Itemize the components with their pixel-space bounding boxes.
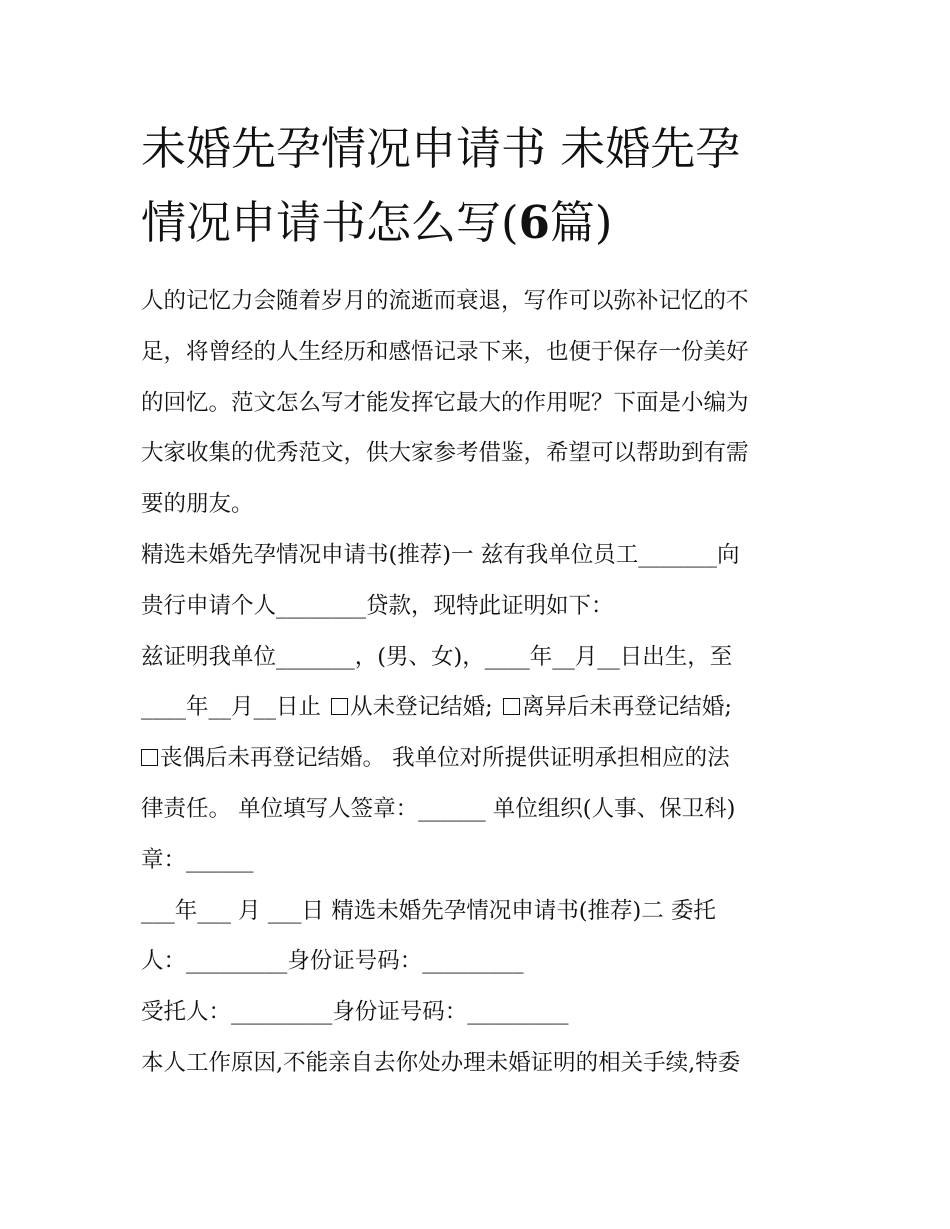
checkbox-widowed[interactable] [141,749,158,766]
checkbox-line-1 [141,682,813,733]
text-line: ___年___ 月 ___日 精选未婚先孕情况申请书(推荐)二 委托 [141,897,716,924]
option-divorced: 离异后未再登记结婚; [521,694,732,721]
checkbox-never-married[interactable] [331,698,348,715]
text-line: 本人工作原因,不能亲自去你处办理未婚证明的相关手续,特委 [141,1049,741,1076]
text-line: 精选未婚先孕情况申请书(推荐)一 兹有我单位员工_______向 [141,541,740,568]
checkbox-divorced[interactable] [503,698,520,715]
title-count: 6 [518,196,550,249]
title-line-1: 未婚先孕情况申请书 未婚先孕 [141,122,741,175]
intro-paragraph [141,276,813,530]
section-1-paragraph [141,530,813,886]
title-line-2 [141,186,813,260]
text-line: 人：_________身份证号码：_________ [141,948,524,975]
document-title [141,112,813,260]
text-line: 人的记忆力会随着岁月的流逝而衰退，写作可以弥补记忆的不 [141,288,749,314]
checkbox-line-2 [141,733,813,784]
text-line: 贵行申请个人________贷款，现特此证明如下： [141,592,614,619]
text-line: 章：______ [141,846,254,873]
text-line: 律责任。 单位填写人签章：______ 单位组织(人事、保卫科) [141,795,736,822]
section-2-paragraph [141,886,813,1089]
document-body [141,112,813,1089]
option-never-married: 从未登记结婚; [350,694,500,721]
date-blank-text: ____年__月__日止 [141,694,329,721]
text-line: 足，将曾经的人生经历和感悟记录下来，也便于保存一份美好 [141,338,749,365]
title-line-2-prefix: 情况申请书怎么写( [141,196,519,249]
text-line: 受托人：_________身份证号码：_________ [141,999,569,1026]
text-line: 要的朋友。 [141,491,254,518]
text-line: 的回忆。范文怎么写才能发挥它最大的作用呢？下面是小编为 [141,389,749,416]
text-line: 大家收集的优秀范文，供大家参考借鉴，希望可以帮助到有需 [141,440,749,467]
title-line-2-suffix: 篇) [549,196,613,249]
option-widowed: 丧偶后未再登记结婚。 我单位对所提供证明承担相应的法 [160,745,730,772]
text-line: 兹证明我单位_______，(男、女)，____年__月__日出生，至 [141,643,733,670]
